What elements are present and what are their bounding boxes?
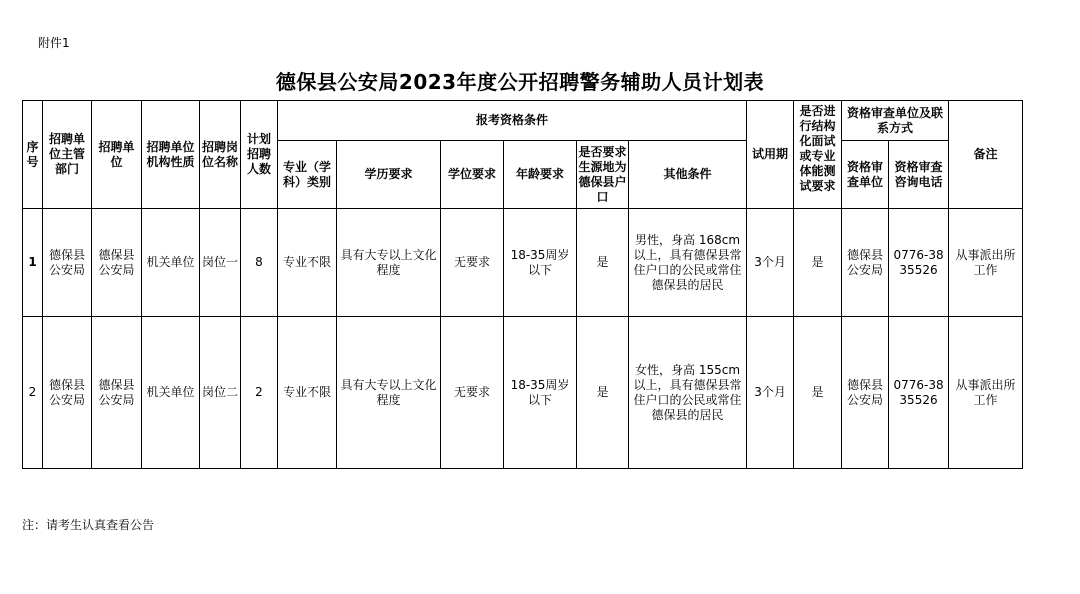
header-review-group: 资格审查单位及联系方式 [842, 101, 949, 141]
cell-remark: 从事派出所工作 [949, 209, 1023, 317]
header-other: 其他条件 [629, 141, 747, 209]
cell-other: 男性，身高 168cm以上，具有德保县常住户口的公民或常住德保县的居民 [629, 209, 747, 317]
header-qualifications: 报考资格条件 [278, 101, 747, 141]
header-row-1 [23, 101, 1023, 141]
header-post: 招聘岗位名称 [200, 101, 241, 209]
cell-degree: 无要求 [441, 317, 504, 469]
cell-nature: 机关单位 [142, 209, 200, 317]
header-edu: 学历要求 [337, 141, 441, 209]
cell-probation: 3个月 [747, 317, 794, 469]
table-row [23, 209, 1023, 317]
cell-probation: 3个月 [747, 209, 794, 317]
header-unit: 招聘单位 [92, 101, 142, 209]
header-review-unit: 资格审查单位 [842, 141, 889, 209]
header-nature: 招聘单位机构性质 [142, 101, 200, 209]
cell-post: 岗位一 [200, 209, 241, 317]
header-dept: 招聘单位主管部门 [43, 101, 92, 209]
cell-seq: 2 [23, 317, 43, 469]
table-row [23, 317, 1023, 469]
footnote: 注：请考生认真查看公告 [22, 518, 155, 532]
cell-seq: 1 [23, 209, 43, 317]
cell-review-unit: 德保县公安局 [842, 317, 889, 469]
cell-unit: 德保县公安局 [92, 209, 142, 317]
header-review-phone: 资格审查咨询电话 [889, 141, 949, 209]
cell-origin: 是 [577, 209, 629, 317]
cell-count: 2 [241, 317, 278, 469]
cell-unit: 德保县公安局 [92, 317, 142, 469]
header-origin: 是否要求生源地为德保县户口 [577, 141, 629, 209]
cell-dept: 德保县公安局 [43, 317, 92, 469]
attachment-label: 附件1 [38, 36, 70, 50]
cell-nature: 机关单位 [142, 317, 200, 469]
cell-edu: 具有大专以上文化程度 [337, 317, 441, 469]
cell-major: 专业不限 [278, 317, 337, 469]
header-count: 计划招聘人数 [241, 101, 278, 209]
page-title: 德保县公安局2023年度公开招聘警务辅助人员计划表 [275, 70, 765, 94]
cell-review-phone: 0776-3835526 [889, 209, 949, 317]
header-degree: 学位要求 [441, 141, 504, 209]
cell-dept: 德保县公安局 [43, 209, 92, 317]
cell-age: 18-35周岁以下 [504, 317, 577, 469]
cell-other: 女性，身高 155cm以上，具有德保县常住户口的公民或常住德保县的居民 [629, 317, 747, 469]
header-age: 年龄要求 [504, 141, 577, 209]
cell-test: 是 [794, 209, 842, 317]
recruitment-plan-table [22, 100, 1023, 469]
header-remark: 备注 [949, 101, 1023, 209]
header-test: 是否进行结构化面试或专业体能测试要求 [794, 101, 842, 209]
cell-count: 8 [241, 209, 278, 317]
cell-review-unit: 德保县公安局 [842, 209, 889, 317]
cell-test: 是 [794, 317, 842, 469]
header-probation: 试用期 [747, 101, 794, 209]
cell-post: 岗位二 [200, 317, 241, 469]
cell-edu: 具有大专以上文化程度 [337, 209, 441, 317]
cell-degree: 无要求 [441, 209, 504, 317]
cell-review-phone: 0776-3835526 [889, 317, 949, 469]
cell-major: 专业不限 [278, 209, 337, 317]
header-seq: 序号 [23, 101, 43, 209]
header-major: 专业（学科）类别 [278, 141, 337, 209]
cell-remark: 从事派出所工作 [949, 317, 1023, 469]
cell-origin: 是 [577, 317, 629, 469]
cell-age: 18-35周岁以下 [504, 209, 577, 317]
